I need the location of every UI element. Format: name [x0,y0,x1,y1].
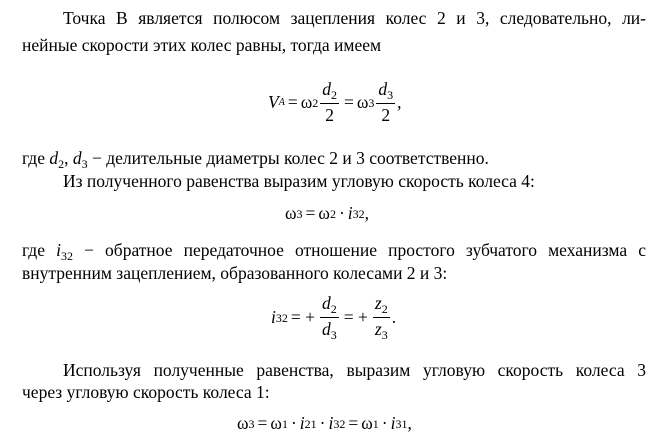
paragraph-5-line-2 [22,384,270,402]
formula-3-fraction-2 [373,295,390,341]
paragraph-2-d2-sub: 2 [58,157,65,171]
paragraph-2-d2: d [49,148,59,168]
paragraph-4-i-sub: 32 [60,249,73,263]
formula-3-end: . [391,307,397,328]
formula-1 [268,73,402,133]
paragraph-4-prefix: где [22,240,57,260]
formula-3-z2: z [374,293,382,313]
formula-1-v: V [268,92,279,113]
paragraph-2-comma: , [64,148,73,168]
paragraph-3 [63,173,535,191]
formula-1-omega2: ω [300,92,313,113]
formula-1-eq2: = [343,92,354,113]
formula-4-i32-sub: 32 [333,417,346,431]
formula-1-d2-sub: 2 [330,88,337,103]
formula-4-i21: i [299,413,305,434]
formula-3-d3: d [322,319,331,339]
formula-4-omega3-sub: 3 [248,417,255,431]
formula-4-dot3: · [381,413,388,434]
formula-1-omega3: ω [356,92,369,113]
paragraph-4-line-2-text: внутренним зацеплением, образованного колесами 2 и 3: [22,263,448,283]
formula-2-end: , [364,203,370,224]
formula-1-fraction-2 [376,81,395,125]
formula-3-z3-sub: 3 [381,328,388,342]
formula-4-eq1: = [257,413,268,434]
formula-1-eq1: = [287,92,298,113]
paragraph-2-d3-sub: 3 [81,157,88,171]
formula-1-den-1: 2 [325,105,334,126]
formula-3-eq1: = + [290,307,315,328]
formula-3-d2-sub: 2 [330,302,337,316]
paragraph-5-line-1 [63,362,646,380]
formula-4-i31-sub: 31 [395,417,408,431]
paragraph-1-line-1-text: Точка B является полюсом зацепления колес 2 и 3, следовательно, ли- [63,8,646,28]
formula-2-i-sub: 32 [352,207,365,221]
formula-4 [237,413,412,435]
formula-2-dot: · [338,203,345,224]
formula-3-d2: d [322,293,331,313]
paragraph-2-d3: d [72,148,82,168]
formula-1-omega2-sub: 2 [312,96,319,110]
paragraph-2-prefix: где [22,148,50,168]
formula-4-dot2: · [319,413,326,434]
formula-1-omega3-sub: 3 [368,96,375,110]
formula-3-i-sub: 32 [275,311,288,325]
formula-4-omega3: ω [237,413,249,434]
paragraph-4-line-1-rest: − обратное передаточное отношение простого зубчатого механизма с [72,240,646,260]
formula-1-d3-sub: 3 [387,88,394,103]
paragraph-2 [22,150,489,170]
formula-4-omega1b: ω [361,413,373,434]
formula-4-end: , [407,413,412,434]
formula-3-i: i [271,307,276,328]
formula-2-eq: = [305,203,316,224]
formula-4-omega1: ω [270,413,282,434]
formula-1-v-sub: A [278,97,285,108]
paragraph-1-line-2 [22,37,381,55]
paragraph-1-line-2-text: нейные скорости этих колес равны, тогда имеем [22,35,382,55]
formula-3 [271,289,396,347]
formula-2-omega2-sub: 2 [329,207,336,221]
formula-4-i21-sub: 21 [304,417,317,431]
formula-2-omega3: ω [285,203,297,224]
formula-3-z3: z [374,319,382,339]
formula-3-eq2: = + [343,307,368,328]
formula-3-fraction-1 [320,295,339,341]
formula-1-d2: d [322,79,331,100]
formula-1-fraction-1 [320,81,339,125]
formula-4-omega1-sub: 1 [281,417,288,431]
formula-2-omega2: ω [318,203,330,224]
paragraph-1-line-1 [63,10,646,28]
formula-1-d3: d [378,79,388,100]
formula-4-i31: i [390,413,396,434]
paragraph-4-line-2 [22,265,447,283]
paragraph-4-i: i [56,240,61,260]
formula-4-dot1: · [290,413,297,434]
formula-2 [285,203,369,225]
formula-1-end: , [397,92,402,113]
formula-1-den-2: 2 [381,105,391,126]
paragraph-5-line-2-text: через угловую скорость колеса 1: [22,382,270,402]
formula-4-eq2: = [348,413,359,434]
paragraph-5-line-1-text: Используя полученные равенства, выразим угловую скорость колеса 3 [63,360,646,380]
paragraph-2-rest: − делительные диаметры колес 2 и 3 соответственно. [87,148,489,168]
formula-3-d3-sub: 3 [330,328,337,342]
formula-3-z2-sub: 2 [381,302,388,316]
formula-2-i: i [347,203,353,224]
formula-4-i32: i [328,413,334,434]
paragraph-4-line-1 [22,242,646,262]
formula-2-omega3-sub: 3 [296,207,303,221]
formula-4-omega1b-sub: 1 [372,417,379,431]
paragraph-3-text: Из полученного равенства выразим угловую скорость колеса 4: [63,171,535,191]
